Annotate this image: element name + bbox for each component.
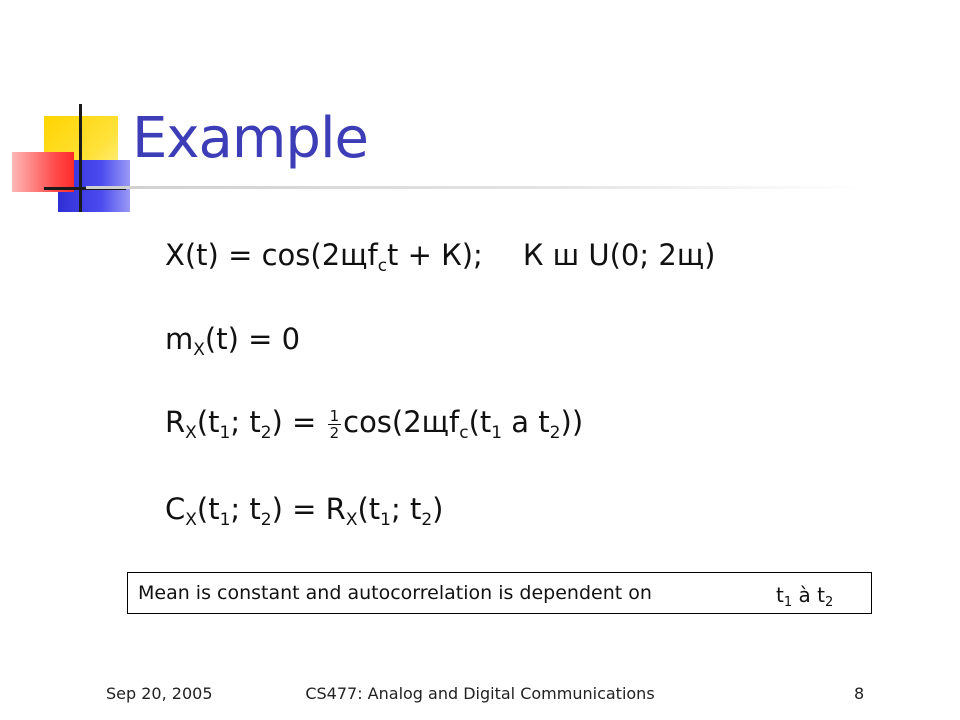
eq4-end: )	[432, 492, 444, 526]
eq2-m: m	[165, 322, 194, 356]
equation-autocorrelation	[165, 405, 583, 443]
note-math-sub-2: 2	[824, 595, 834, 610]
eq3-close-eq: ) =	[271, 405, 317, 439]
eq4-sub-1b: 1	[380, 510, 391, 530]
eq3-sub-2b: 2	[549, 423, 561, 443]
note-math	[776, 583, 833, 610]
eq3-sub-1: 1	[219, 423, 231, 443]
eq2-rest: (t) = 0	[204, 322, 301, 356]
note-math-mid: à t	[792, 583, 825, 607]
eq4-open: (t	[196, 492, 220, 526]
eq3-open: (t	[196, 405, 220, 439]
note-text: Mean is constant and autocorrelation is dependent on	[138, 582, 652, 604]
eq3-sub-1b: 1	[491, 423, 503, 443]
note-math-t: t	[776, 583, 784, 607]
eq3-semi: ; t	[230, 405, 261, 439]
eq4-semi: ; t	[230, 492, 261, 526]
eq4-sub-2b: 2	[421, 510, 433, 530]
eq4-sub-1: 1	[219, 510, 231, 530]
eq4-sub-x2: X	[345, 510, 358, 530]
eq4-semi2: ; t	[390, 492, 422, 526]
eq3-frac-den: 2	[329, 423, 340, 442]
equation-mean	[165, 322, 300, 360]
eq3-sub-x: X	[185, 423, 197, 443]
eq3-sub-2: 2	[260, 423, 272, 443]
eq3-mid: (t	[468, 405, 492, 439]
red-square-decoration	[12, 152, 74, 192]
eq4-c: C	[165, 492, 186, 526]
slide-title: Example	[132, 106, 368, 171]
eq3-end: ))	[560, 405, 584, 439]
eq1-condition: К ш U(0; 2щ)	[522, 238, 716, 272]
note-math-sub-1: 1	[783, 595, 793, 610]
footer-course: CS477: Analog and Digital Communications	[305, 684, 655, 703]
eq4-sub-x: X	[185, 510, 197, 530]
note-box	[127, 572, 872, 614]
eq3-fraction	[328, 408, 342, 441]
eq3-sub-c: c	[459, 423, 469, 443]
eq3-frac-num: 1	[329, 406, 340, 425]
eq3-cos: cos(2щf	[343, 405, 460, 439]
eq1-lhs: X(t) = cos(2щf	[165, 238, 378, 272]
eq2-sub-x: X	[193, 340, 205, 360]
eq4-sub-2: 2	[260, 510, 272, 530]
footer-page-number: 8	[854, 684, 865, 703]
eq1-sub-c: c	[377, 256, 388, 276]
eq4-mid: ) = R	[271, 492, 346, 526]
eq3-r: R	[165, 405, 186, 439]
eq4-open2: (t	[357, 492, 381, 526]
eq3-minus: a t	[502, 405, 550, 439]
eq1-rest: t + К);	[387, 238, 483, 272]
title-underline	[86, 186, 866, 189]
equation-process-definition	[165, 238, 715, 276]
vertical-line-decoration	[79, 104, 82, 212]
footer-date: Sep 20, 2005	[106, 684, 213, 703]
equation-autocovariance	[165, 492, 444, 530]
